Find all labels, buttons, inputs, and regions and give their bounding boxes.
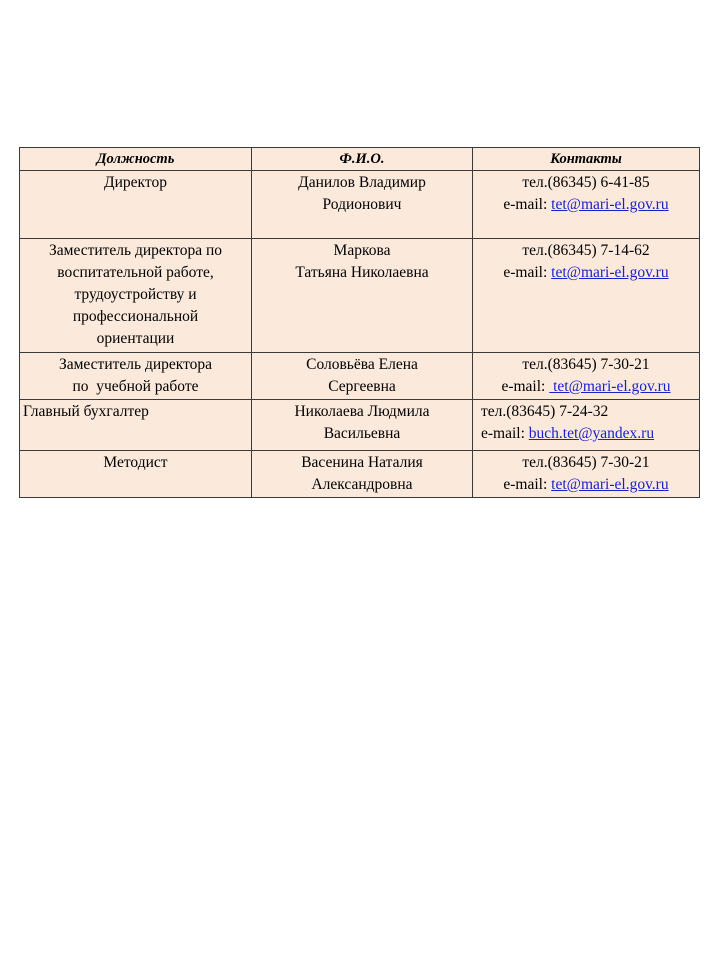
name-line: Александровна [311,476,413,493]
table-row [20,353,700,400]
position-line: профессиональной [72,308,199,325]
contacts-cell [473,400,700,451]
name-line: Николаева Людмила [294,403,430,420]
position-line: Главный бухгалтер [23,403,149,420]
email-line [476,262,696,284]
table-row [20,239,700,353]
position-cell [20,171,252,239]
contacts-cell [473,171,700,239]
table-row [20,400,700,451]
table-row [20,451,700,498]
phone-text: тел.(86345) 6-41-85 [522,174,650,191]
email-prefix: e-mail: [503,264,552,281]
email-link[interactable]: tet@mari-el.gov.ru [549,378,671,395]
contacts-table [19,147,700,498]
header-name: Ф.И.О. [252,148,473,171]
phone-text: тел.(83645) 7-30-21 [522,356,650,373]
email-line [476,194,696,216]
phone-text: тел.(83645) 7-30-21 [522,454,650,471]
contacts-cell [473,353,700,400]
position-line: по учебной работе [72,378,199,395]
position-line: трудоустройству и [74,286,197,303]
email-prefix: e-mail: [481,425,529,442]
header-position: Должность [20,148,252,171]
table-header-row [20,148,700,171]
name-cell [252,239,473,353]
position-cell [20,239,252,353]
position-line: Заместитель директора по [48,242,222,259]
table-row [20,171,700,239]
name-line: Татьяна Николаевна [295,264,429,281]
contacts-cell [473,451,700,498]
name-cell [252,400,473,451]
position-line: ориентации [96,330,175,347]
email-prefix: e-mail: [503,476,552,493]
position-line: Методист [103,454,168,471]
name-line: Родионович [322,196,402,213]
header-contacts: Контакты [473,148,700,171]
email-link[interactable]: tet@mari-el.gov.ru [551,264,669,281]
position-cell [20,400,252,451]
phone-text: тел.(86345) 7-14-62 [522,242,650,259]
email-link[interactable]: tet@mari-el.gov.ru [551,476,669,493]
name-line: Данилов Владимир [298,174,426,191]
name-line: Соловьёва Елена [306,356,418,373]
email-line [481,423,696,445]
position-line: Директор [104,174,167,191]
email-link[interactable]: tet@mari-el.gov.ru [551,196,669,213]
name-line: Васенина Наталия [301,454,423,471]
contacts-cell [473,239,700,353]
position-line: Заместитель директора [58,356,213,373]
name-line: Васильевна [323,425,401,442]
name-line: Сергеевна [328,378,396,395]
email-prefix: e-mail: [503,196,552,213]
position-cell [20,353,252,400]
name-cell [252,171,473,239]
email-link[interactable]: buch.tet@yandex.ru [528,425,655,442]
name-cell [252,451,473,498]
position-line: воспитательной работе, [57,264,214,281]
position-cell [20,451,252,498]
email-line [476,474,696,496]
email-line [476,376,696,398]
name-line: Маркова [333,242,391,259]
phone-text: тел.(83645) 7-24-32 [481,403,609,420]
email-prefix: e-mail: [501,378,550,395]
name-cell [252,353,473,400]
